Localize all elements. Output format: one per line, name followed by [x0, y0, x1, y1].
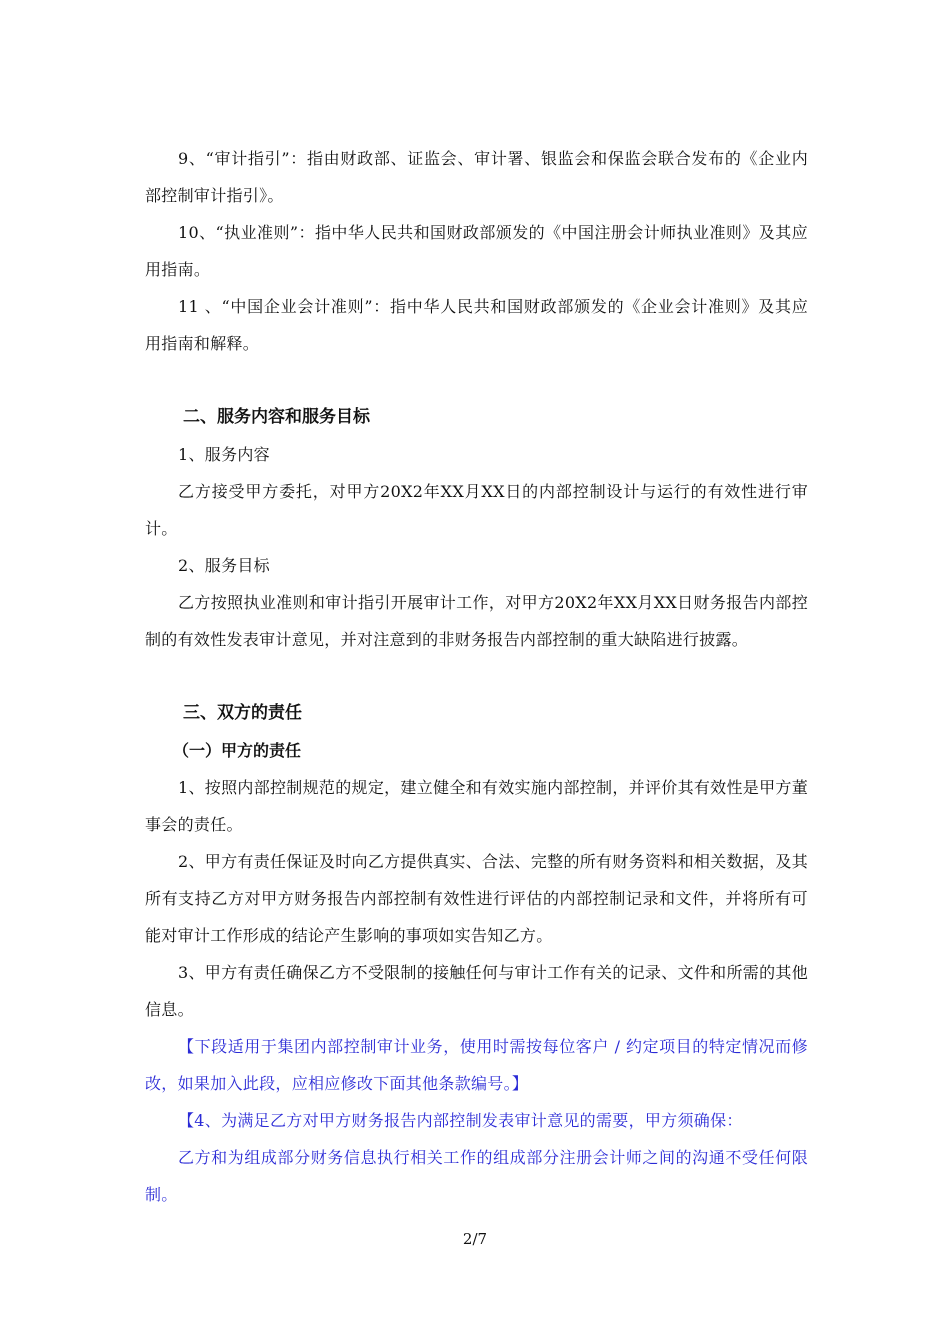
section-2-item2-title: 2、服务目标	[178, 556, 270, 575]
group-audit-note: 【下段适用于集团内部控制审计业务，使用时需按每位客户 / 约定项目的特定情况而修改，如果加入此段，应相应修改下面其他条款编号。】	[145, 1037, 808, 1093]
section-3-item-1: 1、按照内部控制规范的规定，建立健全和有效实施内部控制，并评价其有效性是甲方董事会的责任。	[145, 778, 808, 834]
document-body	[145, 140, 808, 1213]
page-number: 2/7	[462, 1230, 488, 1248]
definition-9: 9、“审计指引”：指由财政部、证监会、审计署、银监会和保监会联合发布的《企业内部控制审计指引》。	[145, 149, 808, 205]
section-3-item-4-text: 乙方和为组成部分财务信息执行相关工作的组成部分注册会计师之间的沟通不受任何限制。	[145, 1148, 808, 1204]
definition-10: 10、“执业准则”：指中华人民共和国财政部颁发的《中国注册会计师执业准则》及其应用指南。	[145, 223, 808, 279]
section-2-item1-title: 1、服务内容	[178, 445, 270, 464]
section-3-subheading: （一）甲方的责任	[173, 741, 302, 760]
section-2-heading: 二、服务内容和服务目标	[183, 407, 370, 427]
definition-11: 11 、“中国企业会计准则”：指中华人民共和国财政部颁发的《企业会计准则》及其应用指南和解释。	[145, 297, 808, 353]
section-3-item-3: 3、甲方有责任确保乙方不受限制的接触任何与审计工作有关的记录、文件和所需的其他信息。	[145, 963, 808, 1019]
section-3-item-2: 2、甲方有责任保证及时向乙方提供真实、合法、完整的所有财务资料和相关数据，及其所有支持乙方对甲方财务报告内部控制有效性进行评估的内部控制记录和文件，并将所有可能对审计工作形成的结论产生影响的事项如实告知乙方。	[145, 852, 808, 945]
section-3-item-4: 【4、为满足乙方对甲方财务报告内部控制发表审计意见的需要，甲方须确保：	[178, 1111, 743, 1130]
section-2-item2-text: 乙方按照执业准则和审计指引开展审计工作，对甲方20X2年XX月XX日财务报告内部控制的有效性发表审计意见，并对注意到的非财务报告内部控制的重大缺陷进行披露。	[145, 593, 808, 649]
section-2-item1-text: 乙方接受甲方委托，对甲方20X2年XX月XX日的内部控制设计与运行的有效性进行审计。	[145, 482, 808, 538]
section-3-heading: 三、双方的责任	[183, 703, 302, 723]
